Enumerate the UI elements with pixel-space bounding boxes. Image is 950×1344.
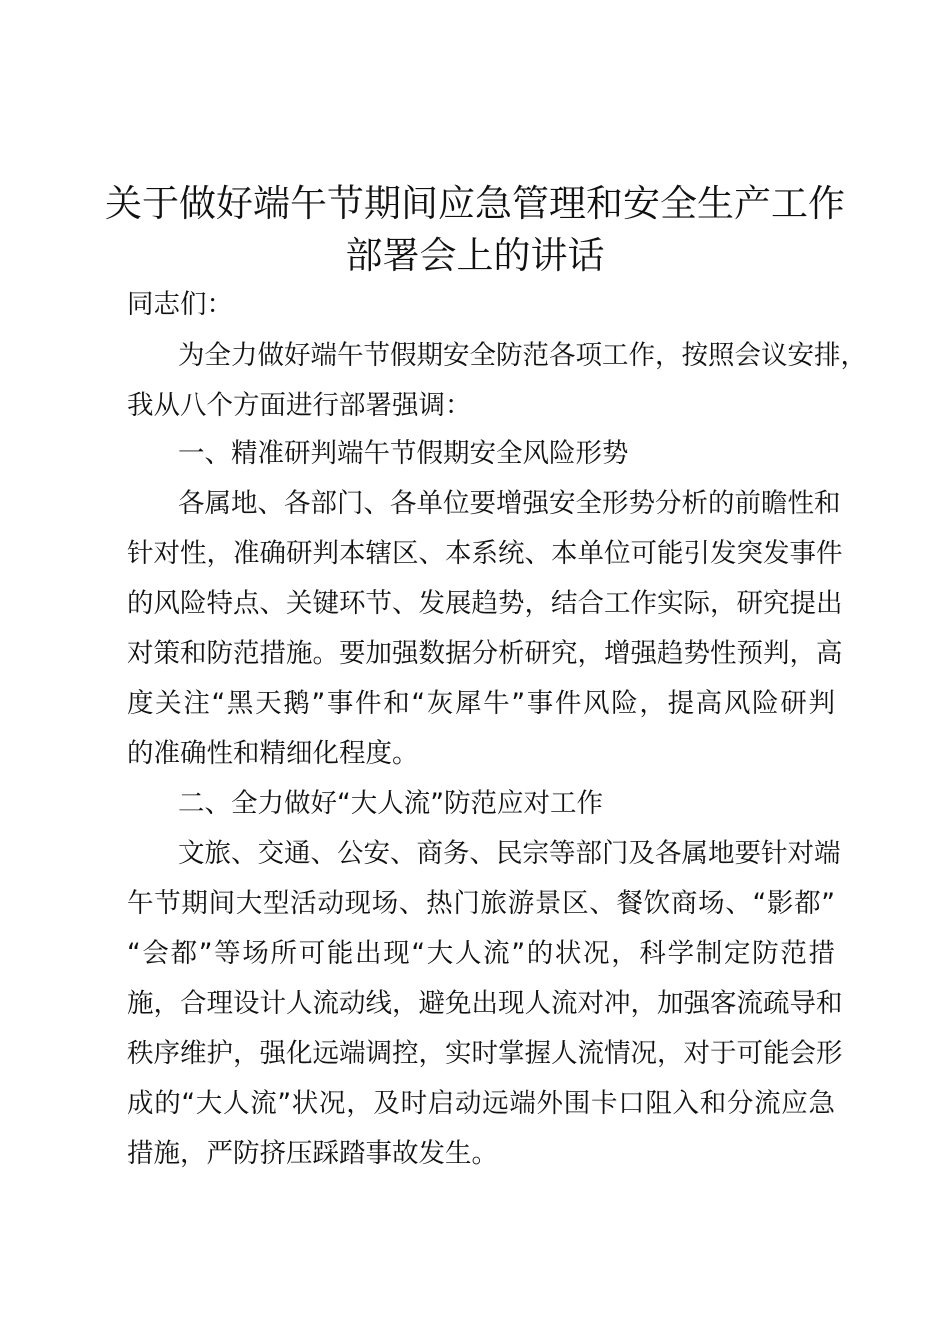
section-2-heading: 二、全力做好“大人流”防范应对工作 bbox=[178, 788, 603, 819]
paragraph-line: 度关注“黑天鹅”事件和“灰犀牛”事件风险，提高风险研判 bbox=[127, 688, 835, 719]
paragraph-line: 秩序维护，强化远端调控，实时掌握人流情况，对于可能会形 bbox=[127, 1038, 843, 1069]
paragraph-line: 的风险特点、关键环节、发展趋势，结合工作实际，研究提出 bbox=[127, 588, 843, 619]
intro-line: 我从八个方面进行部署强调： bbox=[127, 390, 472, 421]
paragraph-line: 措施，严防挤压踩踏事故发生。 bbox=[127, 1138, 498, 1169]
paragraph-line: 成的“大人流”状况，及时启动远端外围卡口阻入和分流应急 bbox=[127, 1088, 835, 1119]
paragraph-line: 的准确性和精细化程度。 bbox=[127, 738, 419, 769]
paragraph-line: 文旅、交通、公安、商务、民宗等部门及各属地要针对端 bbox=[178, 838, 841, 869]
paragraph-line: 午节期间大型活动现场、热门旅游景区、餐饮商场、“影都” bbox=[127, 888, 835, 919]
paragraph-line: 各属地、各部门、各单位要增强安全形势分析的前瞻性和 bbox=[178, 488, 841, 519]
paragraph-line: “会都”等场所可能出现“大人流”的状况，科学制定防范措 bbox=[127, 938, 835, 969]
paragraph-line: 施，合理设计人流动线，避免出现人流对冲，加强客流疏导和 bbox=[127, 988, 843, 1019]
salutation: 同志们： bbox=[127, 289, 233, 320]
document-title-line-1: 关于做好端午节期间应急管理和安全生产工作 bbox=[105, 182, 845, 225]
paragraph-line: 对策和防范措施。要加强数据分析研究，增强趋势性预判，高 bbox=[127, 638, 843, 669]
paragraph-line: 针对性，准确研判本辖区、本系统、本单位可能引发突发事件 bbox=[127, 538, 843, 569]
document-title-line-2: 部署会上的讲话 bbox=[345, 234, 605, 277]
intro-line: 为全力做好端午节假期安全防范各项工作，按照会议安排， bbox=[178, 340, 867, 371]
section-1-heading: 一、精准研判端午节假期安全风险形势 bbox=[178, 438, 629, 469]
